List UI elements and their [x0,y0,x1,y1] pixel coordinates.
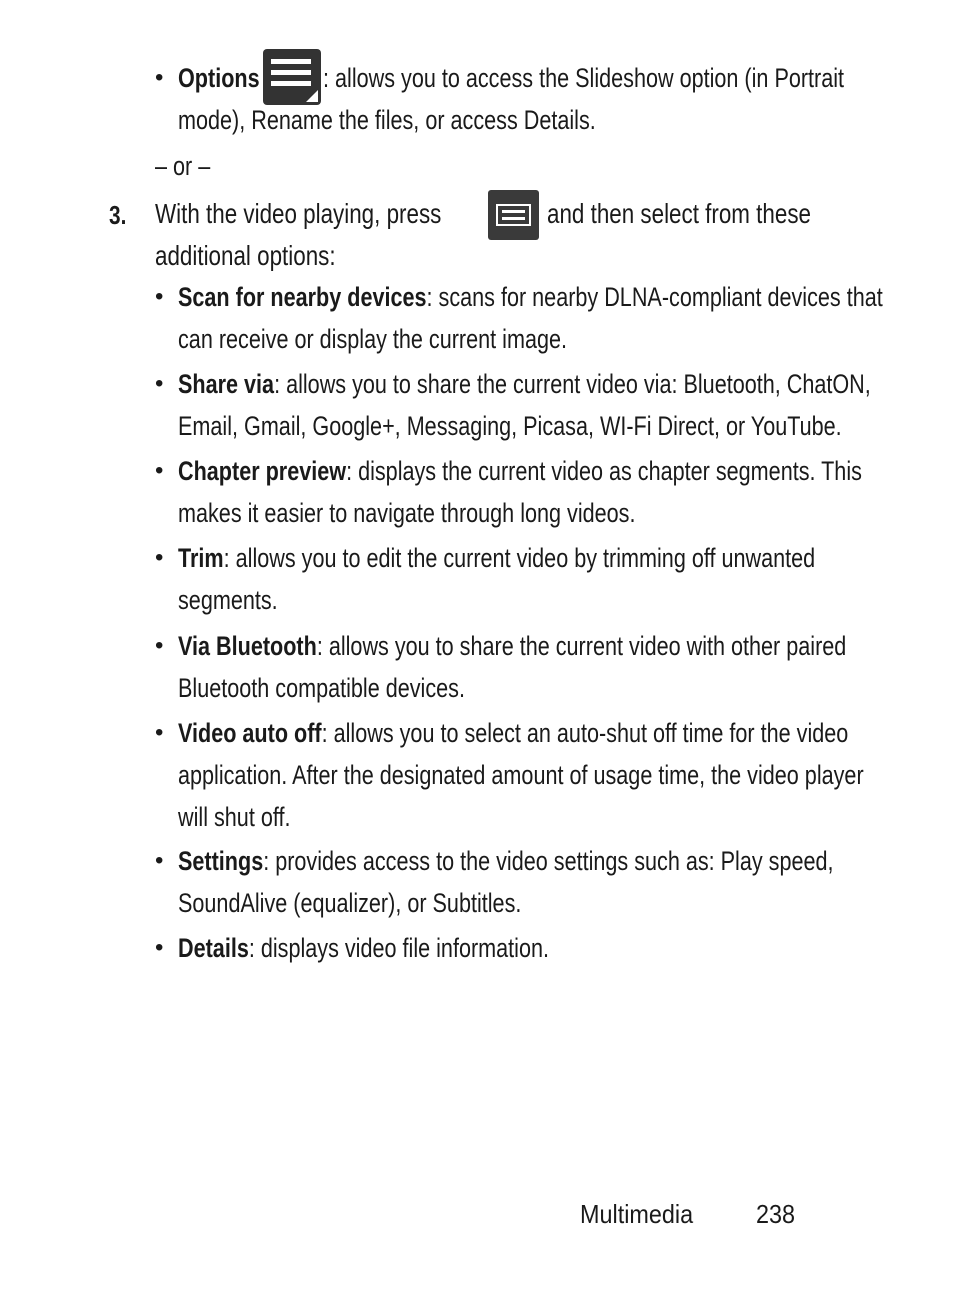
page-number: 238 [756,1199,796,1229]
menu-key-icon [488,190,539,240]
bullet-description: makes it easier to navigate through long videos. [178,498,636,528]
bullet-dot: • [155,457,164,484]
options-line1: : allows you to access the Slideshow option (in Portrait [323,63,845,93]
bullet-dot: • [155,544,164,571]
step-line1-before: With the video playing, press [155,198,442,229]
bullet-description: segments. [178,585,278,615]
bullet-text [178,276,954,360]
bullet-description: SoundAlive (equalizer), or Subtitles. [178,888,522,918]
bullet-term: Via Bluetooth [178,631,317,661]
bullet-description: : allows you to select an auto-shut off time for the video [321,718,849,748]
bullet-description: : provides access to the video settings such as: Play speed, [263,846,834,876]
bullet-text [178,625,954,709]
bullet-dot: • [155,719,164,746]
step-line2: additional options: [155,240,336,271]
bullet-dot: • [155,847,164,874]
bullet-description: Email, Gmail, Google+, Messaging, Picasa, WI-Fi Direct, or YouTube. [178,411,842,441]
bullet-description: : displays the current video as chapter segments. This [346,456,862,486]
bullet-term: Chapter preview [178,456,347,486]
bullet-text [178,450,954,534]
bullet-term: Video auto off [178,718,322,748]
bullet-dot: • [155,934,164,961]
bullet-description: can receive or display the current image. [178,324,567,354]
options-line2: mode), Rename the files, or access Details. [178,105,596,135]
bullet-term: Settings [178,846,264,876]
bullet-term: Options [178,63,260,93]
bullet-term: Share via [178,369,275,399]
bullet-description: application. After the designated amount of usage time, the video player [178,760,864,790]
bullet-text [178,712,954,838]
bullet-description: : allows you to share the current video via: Bluetooth, ChatON, [274,369,871,399]
bullet-text [178,363,954,447]
bullet-text [178,927,642,969]
bullet-term: Scan for nearby devices [178,282,427,312]
step-number: 3. [109,200,127,230]
bullet-dot: • [155,283,164,310]
bullet-description: : allows you to share the current video with other paired [316,631,847,661]
menu-options-icon [263,49,321,105]
bullet-description: : displays video file information. [248,933,549,963]
bullet-term: Trim [178,543,224,573]
bullet-term: Details [178,933,249,963]
bullet-dot: • [155,370,164,397]
bullet-description: : allows you to edit the current video by trimming off unwanted [223,543,816,573]
footer-section-title: Multimedia [580,1199,694,1229]
bullet-dot: • [155,632,164,659]
bullet-description: : scans for nearby DLNA-compliant devices that [426,282,883,312]
bullet-dot: • [155,64,164,91]
bullet-description: Bluetooth compatible devices. [178,673,465,703]
bullet-text [178,537,954,621]
bullet-description: will shut off. [178,802,291,832]
or-separator: – or – [155,151,211,181]
bullet-text [178,840,954,924]
step-line1-after: and then select from these [547,198,811,229]
